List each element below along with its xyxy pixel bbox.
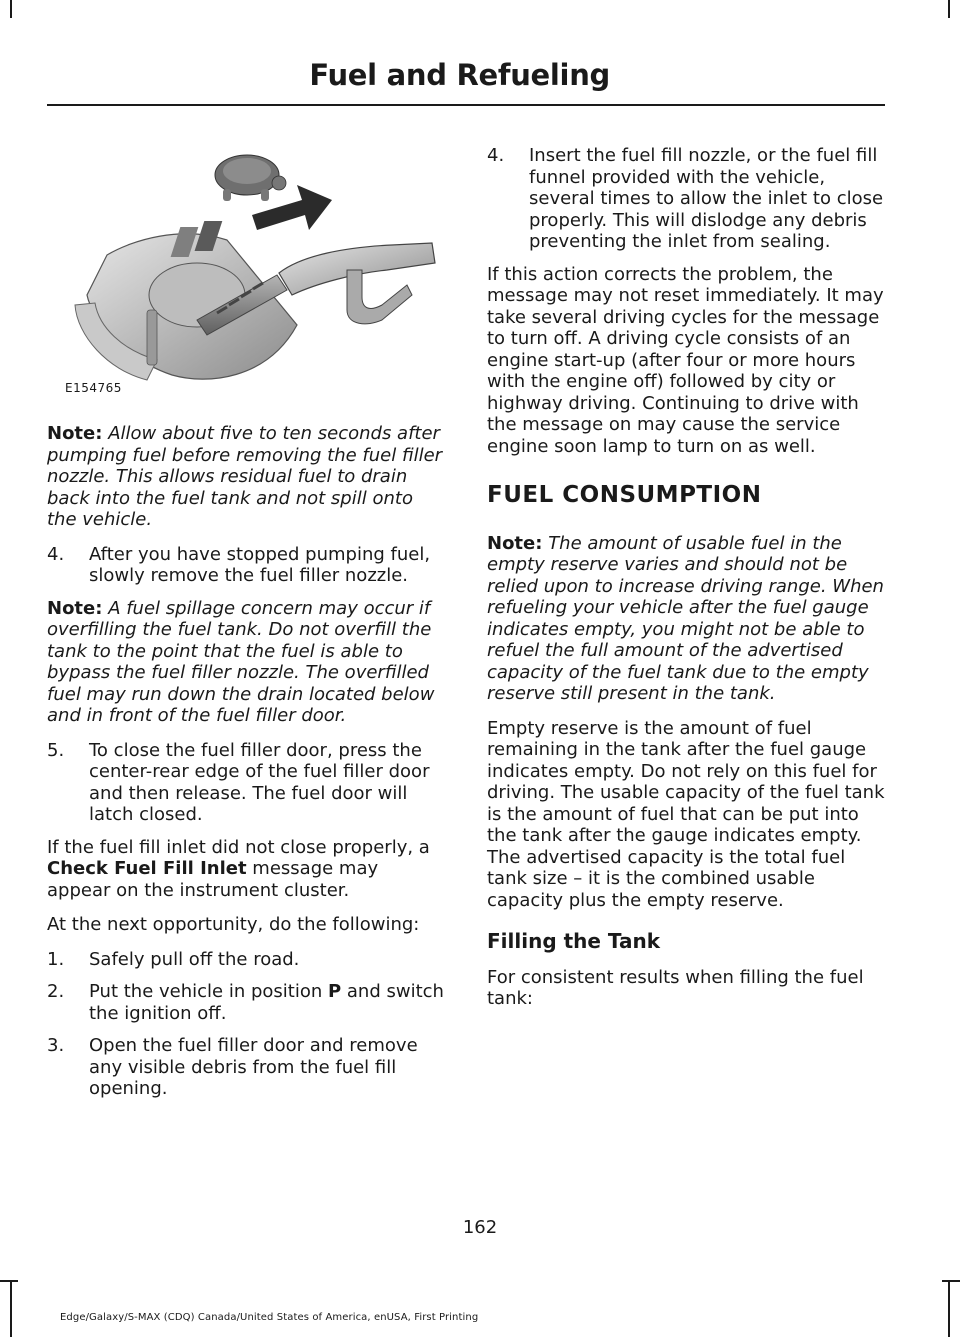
step-number: 4. bbox=[487, 145, 505, 166]
subsection-title: Filling the Tank bbox=[487, 929, 661, 953]
note-text: A fuel spillage concern may occur if overfilling the fuel tank. Do not overfill the tank to the point that the fuel is able to bypass the fuel filler nozzle. The overfilled fuel may run down the drain located below and in front of the fuel filler door. bbox=[47, 597, 435, 726]
note-label: Note: bbox=[47, 423, 103, 444]
right-column bbox=[487, 145, 887, 1023]
figure-code: E154765 bbox=[65, 381, 122, 395]
header-rule bbox=[47, 104, 885, 106]
note-paragraph bbox=[47, 598, 447, 727]
crop-mark-bottom-left bbox=[10, 1280, 12, 1337]
crop-mark-bottom-left-h bbox=[0, 1280, 18, 1282]
left-column bbox=[47, 145, 447, 1111]
step-text: Put the vehicle in position bbox=[89, 981, 328, 1002]
body-paragraph: Empty reserve is the amount of fuel remaining in the tank after the fuel gauge indicates empty. Do not rely on this fuel for driving. The usable capacity of the fuel tank is the amount of fuel that can be put into the tank after the gauge indicates empty. The advertised capacity is the total fuel tank size – it is the combined usable capacity plus the empty reserve. bbox=[487, 717, 885, 911]
step-number: 2. bbox=[47, 981, 65, 1002]
step-text: and switch the ignition off. bbox=[89, 981, 444, 1024]
list-item bbox=[47, 949, 447, 971]
note-label: Note: bbox=[47, 597, 103, 619]
step-number: 3. bbox=[47, 1035, 65, 1056]
message-name: Check Fuel Fill Inlet bbox=[47, 858, 247, 879]
gear-position: P bbox=[327, 981, 342, 1002]
fuel-nozzle-figure bbox=[47, 145, 447, 395]
note-label: Note: bbox=[487, 532, 543, 554]
crop-mark-bottom-right-h bbox=[942, 1280, 960, 1282]
crop-mark-top-left bbox=[10, 0, 12, 18]
fuel-nozzle-illustration bbox=[47, 145, 447, 395]
list-item bbox=[487, 145, 887, 253]
step-text: Insert the fuel fill nozzle, or the fuel fill funnel provided with the vehicle, several times to allow the inlet to close properly. This will dislodge any debris preventing the inlet from sealing. bbox=[529, 145, 884, 252]
crop-mark-bottom-right bbox=[948, 1280, 950, 1337]
body-paragraph bbox=[47, 837, 447, 902]
nozzle-trigger-guard-shape bbox=[347, 270, 412, 324]
text-span: If the fuel fill inlet did not close properly, a bbox=[47, 836, 430, 858]
step-number: 4. bbox=[47, 543, 65, 565]
turtle-icon bbox=[215, 155, 286, 201]
section-title: FUEL CONSUMPTION bbox=[487, 482, 762, 508]
body-paragraph: For consistent results when filling the fuel tank: bbox=[487, 966, 864, 1009]
crop-mark-top-right bbox=[948, 0, 950, 18]
step-text: To close the fuel filler door, press the center-rear edge of the fuel filler door and then release. The fuel door will latch closed. bbox=[89, 739, 430, 825]
step-text: Safely pull off the road. bbox=[89, 948, 300, 970]
list-item bbox=[47, 1035, 447, 1100]
filler-latch-shape bbox=[147, 310, 157, 365]
page-number: 162 bbox=[462, 1217, 498, 1238]
note-text: The amount of usable fuel in the empty reserve varies and should not be relied upon to increase driving range. When refueling your vehicle after the fuel gauge indicates empty, you might not be able to refuel the full amount of the advertised capacity of the fuel tank due to the empty reserve still present in the tank. bbox=[487, 532, 884, 704]
step-text: Open the fuel filler door and remove any visible debris from the fuel fill opening. bbox=[89, 1035, 418, 1099]
step-number: 1. bbox=[47, 948, 65, 970]
list-item bbox=[47, 740, 447, 826]
note-paragraph bbox=[47, 423, 447, 531]
list-item bbox=[47, 544, 447, 587]
page-header-title: Fuel and Refueling bbox=[309, 58, 610, 92]
text-span: message may appear on the instrument cluster. bbox=[47, 858, 379, 901]
note-text: Allow about five to ten seconds after pumping fuel before removing the fuel filler nozzle. This allows residual fuel to drain back into the fuel tank and not spill onto the vehicle. bbox=[47, 423, 443, 530]
body-paragraph: If this action corrects the problem, the message may not reset immediately. It may take several driving cycles for the message to turn off. A driving cycle consists of an engine start-up (after four or more hours with the engine off) followed by city or highway driving. Continuing to drive with the message on may cause the service engine soon lamp to turn on as well. bbox=[487, 263, 884, 457]
step-number: 5. bbox=[47, 739, 65, 761]
note-paragraph bbox=[487, 533, 887, 705]
footer-text: Edge/Galaxy/S-MAX (CDQ) Canada/United States of America, enUSA, First Printing bbox=[60, 1312, 479, 1323]
list-item bbox=[47, 981, 447, 1024]
body-paragraph: At the next opportunity, do the following: bbox=[47, 914, 420, 935]
step-text: After you have stopped pumping fuel, slowly remove the fuel filler nozzle. bbox=[89, 543, 431, 586]
